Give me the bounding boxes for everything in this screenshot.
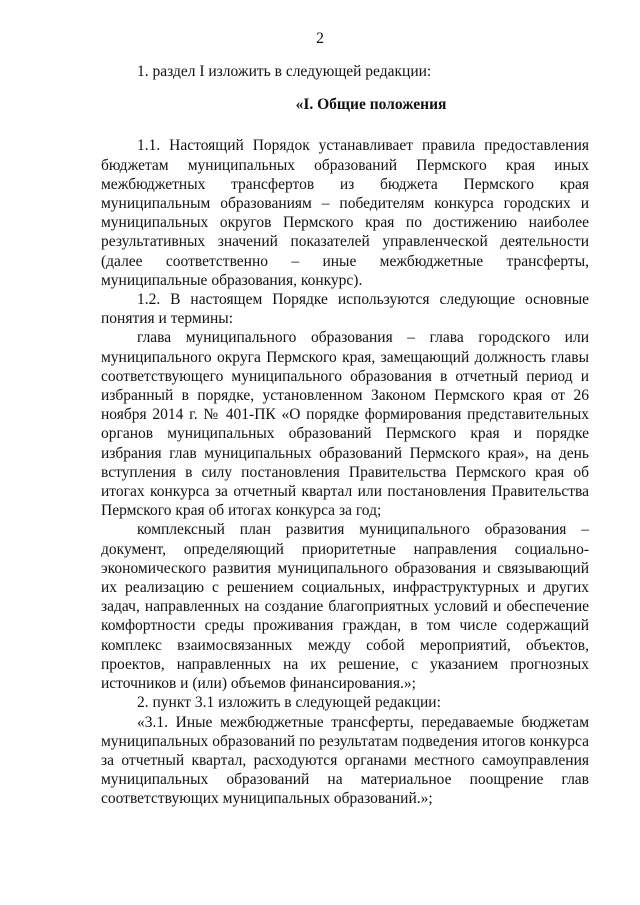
paragraph-1-2: 1.2. В настоящем Порядке используются следующие основные понятия и термины: — [101, 291, 589, 328]
page-number: 2 — [316, 30, 324, 47]
paragraph-3-1: «3.1. Иные межбюджетные трансферты, передаваемые бюджетам муниципальных образований по результатам подведения итогов конкурса за отчетный квартал, расходуются органами местного самоуправления муниципальных образований на материальное поощрение глав соответствующих муниципальных образований.»; — [101, 713, 589, 808]
definition-development-plan: комплексный план развития муниципального образования – документ, определяющий приоритетные направления социально-экономического развития муниципального образования и связывающий их реализацию с решением социальных, инфраструктурных и других задач, направленных на создание благоприятных условий и обеспечение комфортности среды проживания граждан, в том числе содержащий комплекс взаимосвязанных между собой мероприятий, объектов, проектов, направленных на их решение, с указанием прогнозных источников и (или) объемов финансирования.»; — [101, 521, 589, 693]
definition-head-of-municipality: глава муниципального образования – глава городского или муниципального округа Пермского края, замещающий должность главы соответствующего муниципального образования в отчетный период и избранный в порядке, установленном Законом Пермского края от 26 ноября 2014 г. № 401-ПК «О порядке формирования представительных органов муниципальных образований Пермского края и порядке избрания глав муниципальных образований Пермского края», на день вступления в силу постановления Правительства Пермского края об итогах конкурса за отчетный квартал или постановления Правительства Пермского края об итогах конкурса за год; — [101, 329, 589, 520]
document-body — [101, 62, 589, 809]
paragraph-item-3-1-amendment: 2. пункт 3.1 изложить в следующей редакции: — [137, 694, 441, 712]
section-heading: «I. Общие положения — [295, 96, 447, 114]
paragraph-1-1: 1.1. Настоящий Порядок устанавливает правила предоставления бюджетам муниципальных образований Пермского края иных межбюджетных трансфертов из бюджета Пермского края муниципальным образованиям – победителям конкурса городских и муниципальных округов Пермского края по достижению наиболее результативных значений показателей управленческой деятельности (далее соответственно – иные межбюджетные трансферты, муниципальные образования, конкурс). — [101, 137, 589, 289]
paragraph-section-1-amendment: 1. раздел I изложить в следующей редакции: — [137, 63, 432, 80]
